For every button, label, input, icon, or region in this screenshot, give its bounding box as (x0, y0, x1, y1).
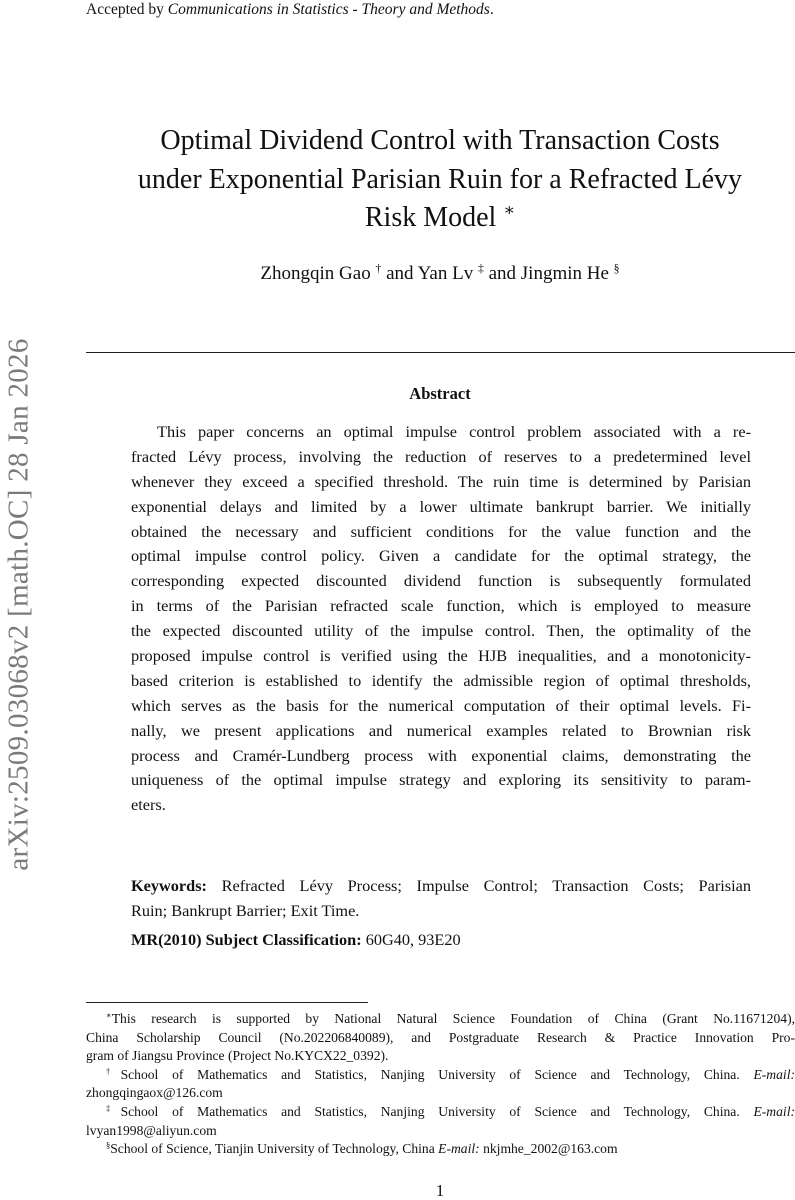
abstract-line: eters. (131, 795, 166, 815)
footnote-mark: ‡ (106, 1102, 121, 1113)
email-label: E-mail: (753, 1066, 795, 1082)
keywords-label: Keywords: (131, 876, 207, 895)
footnote-email: zhongqingaox@126.com (86, 1085, 223, 1101)
abstract-line: nally, we present applications and numerical examples related to Brownian risk (131, 720, 751, 740)
title-line: under Exponential Parisian Ruin for a Refracted Lévy (137, 163, 743, 195)
author-mark: § (613, 261, 620, 275)
abstract-heading: Abstract (409, 384, 471, 403)
footnote-text: School of Mathematics and Statistics, Nanjing University of Science and Technology, China. (120, 1066, 754, 1082)
abstract-body (131, 420, 751, 818)
author-separator: and (381, 263, 418, 284)
divider (86, 352, 795, 353)
author-name: Jingmin He (520, 263, 609, 284)
title-line: Optimal Dividend Control with Transaction Costs (160, 125, 720, 156)
footnote-email: nkjmhe_2002@163.com (479, 1141, 618, 1157)
author-list (80, 263, 795, 285)
footnote-mark: † (106, 1065, 121, 1076)
footnote-text: School of Mathematics and Statistics, Nanjing University of Science and Technology, China. (120, 1103, 754, 1119)
footnote-mark: § (106, 1140, 111, 1151)
author-mark: ‡ (477, 261, 484, 275)
footnote-text: School of Science, Tianjin University of Technology, China (110, 1141, 439, 1157)
keywords-line: Ruin; Bankrupt Barrier; Exit Time. (131, 901, 360, 920)
abstract-line: This paper concerns an optimal impulse control problem associated with a re- (157, 422, 751, 441)
abstract-line: corresponding expected discounted dividend function is subsequently formulated (131, 571, 751, 591)
abstract-line: process and Cramér-Lundberg process with exponential claims, demonstrating the (131, 745, 751, 765)
abstract-line: based criterion is established to identify the admissible region of optimal thresholds, (131, 670, 751, 690)
footnote-text: This research is supported by National Natural Science Foundation of China (Grant No.11671204), (111, 1011, 795, 1026)
author-name: Zhongqin Gao (260, 263, 371, 284)
footnote-line (86, 1140, 795, 1159)
title-line-text: Risk Model (364, 202, 497, 233)
abstract-line: in terms of the Parisian refracted scale function, which is employed to measure (131, 596, 751, 616)
abstract-line: obtained the necessary and sufficient conditions for the value function and the (131, 521, 751, 541)
footnote-line: gram of Jiangsu Province (Project No.KYCX22_0392). (86, 1048, 389, 1064)
abstract-line: which serves as the basis for the numerical computation of their optimal levels. Fi- (131, 695, 751, 715)
abstract-line: fracted Lévy process, involving the reduction of reserves to a predetermined level (131, 446, 751, 466)
arxiv-stamp: arXiv:2509.03068v2 [math.OC] 28 Jan 2026 (2, 338, 35, 871)
title-line (80, 199, 795, 238)
keywords-line (131, 873, 751, 898)
footnote-line (86, 1066, 795, 1085)
classification-label: MR(2010) Subject Classification: (131, 930, 362, 949)
footnote-email: lvyan1998@aliyun.com (86, 1122, 217, 1138)
author-name: Yan Lv (417, 263, 474, 284)
keywords (131, 873, 751, 923)
page-number: 1 (435, 1181, 445, 1200)
footnote-line: China Scholarship Council (No.202206840089), and Postgraduate Research & Practice Innovation Pro- (86, 1029, 795, 1045)
abstract-line: the expected discounted utility of the impulse control. Then, the optimality of the (131, 621, 751, 641)
header-suffix: . (489, 1, 494, 18)
paper-title (80, 122, 795, 238)
classification-value: 60G40, 93E20 (361, 930, 461, 949)
abstract-line: proposed impulse control is verified using the HJB inequalities, and a monotonicity- (131, 646, 751, 666)
subject-classification (131, 930, 461, 950)
footnote-line (86, 1010, 795, 1029)
abstract-line: exponential delays and limited by a lower ultimate bankrupt barrier. We initially (131, 496, 751, 516)
footnote-rule (86, 1002, 368, 1003)
abstract-line: optimal impulse control policy. Given a candidate for the optimal strategy, the (131, 546, 751, 566)
footnote-mark: ∗ (106, 1009, 112, 1020)
title-footnote-mark: ∗ (503, 200, 516, 220)
footnote-line (86, 1103, 795, 1122)
author-separator: and (483, 263, 521, 284)
footnotes (86, 1010, 795, 1159)
author-mark: † (375, 261, 382, 275)
keywords-text: Refracted Lévy Process; Impulse Control; Transaction Costs; Parisian (206, 876, 751, 895)
abstract-line: uniqueness of the optimal impulse strategy and exploring its sensitivity to param- (131, 770, 751, 790)
abstract-line: whenever they exceed a specified threshold. The ruin time is determined by Parisian (131, 471, 751, 491)
email-label: E-mail: (438, 1141, 480, 1157)
running-header (86, 0, 494, 20)
journal-name: Communications in Statistics - Theory and Methods (167, 1, 490, 18)
email-label: E-mail: (753, 1103, 795, 1119)
header-prefix: Accepted by (86, 1, 168, 18)
